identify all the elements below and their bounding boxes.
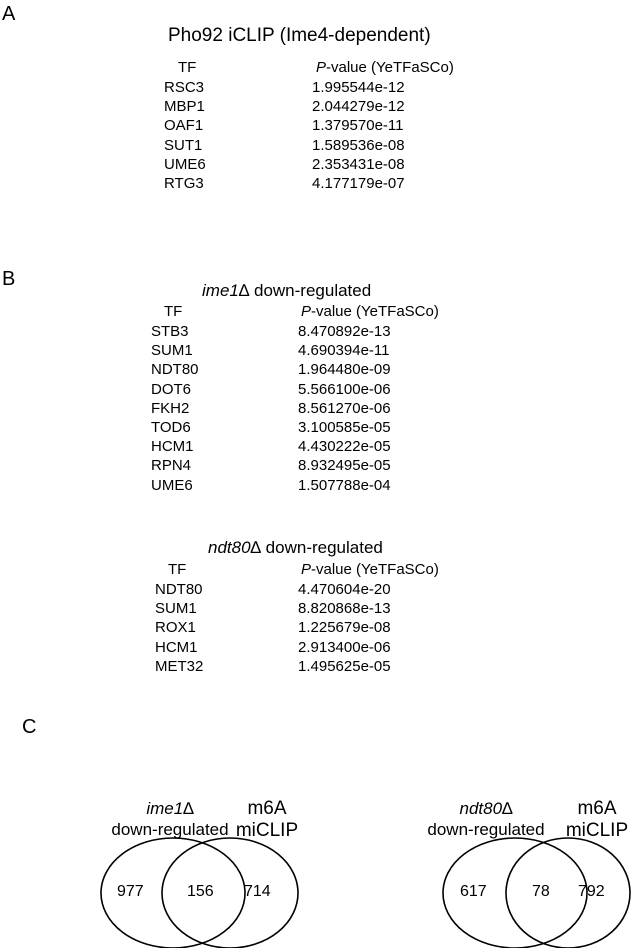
venn1-right-label-line1: m6A: [247, 798, 287, 819]
venn2-right-count: 792: [578, 883, 605, 900]
table-cell-p: 1.379570e-11: [312, 117, 404, 135]
venn2-left-count: 617: [460, 883, 487, 900]
table-cell-tf: UME6: [164, 155, 206, 173]
table-cell-p: 1.495625e-05: [298, 657, 391, 675]
table-cell-tf: HCM1: [155, 638, 198, 656]
table-cell-p: 3.100585e-05: [298, 419, 391, 437]
table-cell-tf: TOD6: [151, 419, 191, 437]
panel-a-col-tf: TF: [178, 59, 197, 76]
p-rest: -value (YeTFaSCo): [326, 59, 454, 76]
ime1-p-column: [298, 322, 391, 495]
table-cell-p: 2.044279e-12: [312, 98, 405, 116]
table-cell-tf: STB3: [151, 323, 189, 340]
p-italic: P: [301, 561, 312, 578]
table-cell-tf: NDT80: [151, 361, 199, 379]
table-cell-tf: RTG3: [164, 175, 204, 193]
table-cell-tf: DOT6: [151, 380, 192, 398]
table-cell-p: 4.430222e-05: [298, 438, 391, 456]
p-italic: P: [301, 303, 312, 320]
table-cell-p: 2.913400e-06: [298, 638, 391, 656]
table-cell-tf: MET32: [155, 657, 204, 675]
venn1-right-count: 714: [244, 883, 271, 900]
table-cell-tf: UME6: [151, 476, 193, 494]
p-rest: -value (YeTFaSCo): [311, 561, 439, 578]
table-cell-p: 1.995544e-12: [312, 79, 405, 96]
panel-c-label: C: [22, 716, 37, 738]
ime1-tf-column: [151, 322, 199, 495]
table-cell-tf: FKH2: [151, 399, 190, 417]
table-cell-p: 8.470892e-13: [298, 323, 391, 340]
table-cell-p: 1.507788e-04: [298, 476, 391, 494]
table-cell-p: 1.964480e-09: [298, 361, 391, 379]
table-cell-tf: RPN4: [151, 457, 192, 475]
delta-symbol: ∆: [238, 281, 250, 300]
venn2-right-circle: [506, 838, 630, 948]
panel-a-label: A: [2, 3, 16, 25]
venn2-overlap-count: 78: [532, 883, 550, 900]
ime1-title-rest: down-regulated: [249, 281, 372, 300]
table-cell-tf: SUT1: [164, 136, 203, 154]
table-cell-p: 8.820868e-13: [298, 600, 391, 618]
panel-a-p-column: [312, 78, 405, 193]
ndt80-tf-column: [155, 580, 203, 676]
delta-symbol: ∆: [183, 799, 194, 818]
table-cell-p: 2.353431e-08: [312, 155, 405, 173]
panel-a-tf-column: [164, 78, 206, 193]
ime1-table-title: [202, 281, 371, 301]
venn1-right-label-line2: miCLIP: [235, 820, 299, 841]
table-cell-tf: MBP1: [164, 98, 205, 116]
venn1-left-italic: ime1: [146, 799, 184, 818]
table-cell-p: 1.589536e-08: [312, 136, 405, 154]
table-cell-p: 4.177179e-07: [312, 175, 405, 193]
table-cell-tf: RSC3: [164, 79, 205, 96]
table-cell-p: 5.566100e-06: [298, 380, 391, 398]
table-cell-tf: NDT80: [155, 581, 203, 598]
delta-symbol: ∆: [250, 538, 261, 557]
venn2-left-italic: ndt80: [459, 799, 503, 818]
table-cell-p: 8.932495e-05: [298, 457, 391, 475]
table-cell-tf: SUM1: [151, 342, 193, 360]
ndt80-title-rest: down-regulated: [260, 538, 383, 557]
table-cell-p: 4.470604e-20: [298, 581, 391, 598]
venn2-left-label-line2: down-regulated: [427, 820, 545, 839]
table-cell-tf: HCM1: [151, 438, 194, 456]
table-cell-p: 8.561270e-06: [298, 399, 391, 417]
ndt80-col-p: [301, 561, 439, 578]
table-cell-p: 1.225679e-08: [298, 619, 391, 637]
venn1-left-count: 977: [117, 883, 144, 900]
table-cell-p: 4.690394e-11: [298, 342, 390, 360]
ime1-col-p: [301, 303, 439, 320]
venn1-left-label-line1: [100, 798, 240, 819]
panel-a-title: Pho92 iCLIP (Ime4-dependent): [168, 25, 431, 46]
panel-a-col-p: [316, 59, 454, 76]
ndt80-col-tf: TF: [168, 561, 187, 578]
panel-b-label: B: [2, 268, 16, 290]
ime1-col-tf: TF: [164, 303, 183, 320]
venn1-right-circle: [162, 838, 298, 948]
table-cell-tf: SUM1: [155, 600, 197, 618]
table-cell-tf: OAF1: [164, 117, 204, 135]
p-rest: -value (YeTFaSCo): [311, 303, 439, 320]
venn2-left-label-line1: [416, 798, 556, 819]
venn2-right-label-line1: m6A: [577, 798, 617, 819]
ndt80-table-title: [208, 538, 383, 558]
venn1-overlap-count: 156: [187, 883, 214, 900]
delta-symbol: ∆: [502, 799, 513, 818]
ime1-title-italic: ime1: [202, 281, 239, 300]
ndt80-p-column: [298, 580, 391, 676]
venn2-right-label-line2: miCLIP: [565, 820, 629, 841]
p-italic: P: [316, 59, 327, 76]
table-cell-tf: ROX1: [155, 619, 196, 637]
venn1-left-label-line2: down-regulated: [111, 820, 229, 839]
ndt80-title-italic: ndt80: [208, 538, 251, 557]
